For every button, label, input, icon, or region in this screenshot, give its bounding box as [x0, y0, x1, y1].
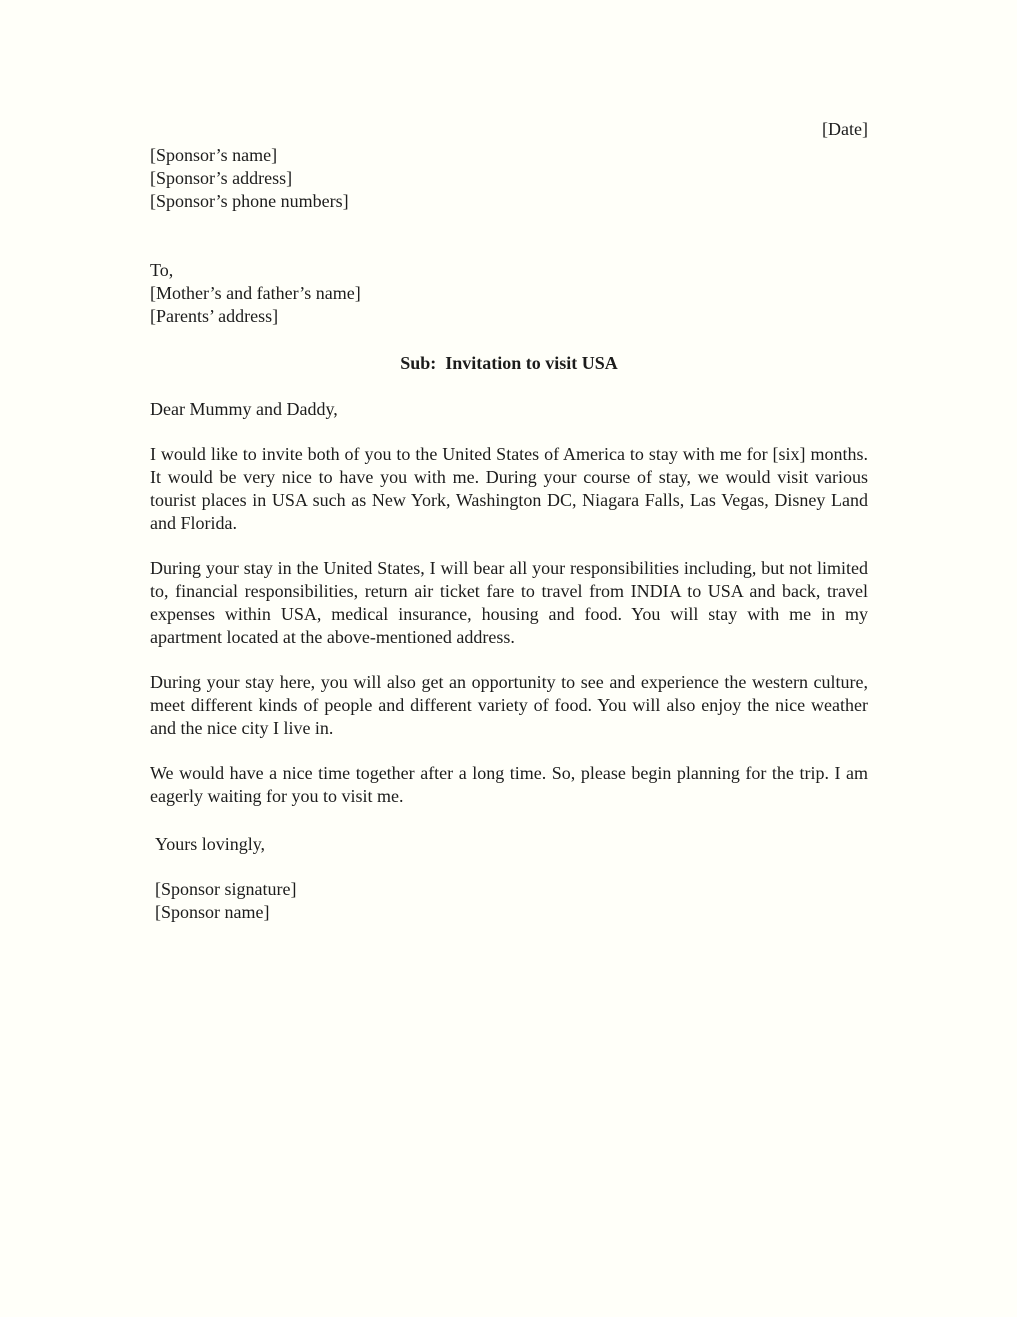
recipient-to-line: To, — [150, 260, 174, 280]
recipient-address-block — [150, 259, 868, 328]
body-paragraph-responsibilities: During your stay in the United States, I will bear all your responsibilities including, but not limited to, financial responsibilities, return air ticket fare to travel from INDIA to USA and back, travel expenses within USA, medical insurance, housing and food. You will stay with me in my apartment located at the above-mentioned address. — [150, 558, 868, 647]
sponsor-name-line: [Sponsor’s name] — [150, 145, 278, 165]
sponsor-signature-line: [Sponsor signature] — [155, 879, 297, 899]
body-paragraph-invitation: I would like to invite both of you to the United States of America to stay with me for [six] months. It would be very nice to have you with me. During your course of stay, we would visit various tourist places in USA such as New York, Washington DC, Niagara Falls, Las Vegas, Disney Land and Florida. — [150, 444, 868, 533]
body-paragraph-experience: During your stay here, you will also get an opportunity to see and experience the western culture, meet different kinds of people and different variety of food. You will also enjoy the nice weather and the nice city I live in. — [150, 672, 868, 738]
recipient-parents-address-line: [Parents’ address] — [150, 306, 279, 326]
signature-block — [150, 878, 868, 924]
date-placeholder: [Date] — [822, 119, 868, 139]
body-paragraph-plan-trip: We would have a nice time together after a long time. So, please begin planning for the trip. I am eagerly waiting for you to visit me. — [150, 763, 868, 806]
recipient-parents-name-line: [Mother’s and father’s name] — [150, 283, 361, 303]
sponsor-name-signature-line: [Sponsor name] — [155, 902, 270, 922]
closing-line: Yours lovingly, — [155, 834, 266, 854]
salutation: Dear Mummy and Daddy, — [150, 399, 338, 419]
sponsor-phone-line: [Sponsor’s phone numbers] — [150, 191, 349, 211]
subject-line: Sub: Invitation to visit USA — [400, 353, 618, 373]
sponsor-address-line: [Sponsor’s address] — [150, 168, 293, 188]
sponsor-address-block — [150, 144, 868, 213]
